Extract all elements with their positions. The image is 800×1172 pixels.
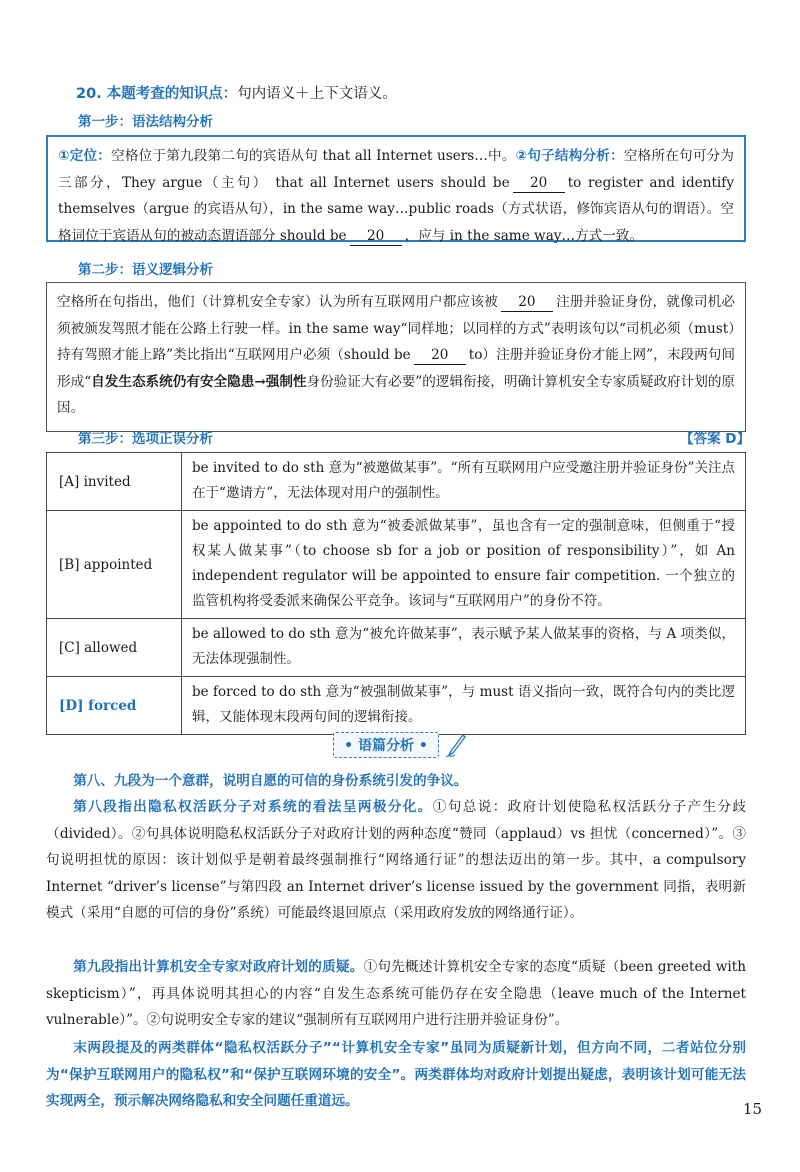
- step2-text-d: 身份验证大有必要”的逻辑衔接，明确计算机安全专家质疑政府计划的原因。: [57, 373, 736, 416]
- step1-locate-label: ①定位：: [58, 148, 112, 164]
- step1-blank-1: 20: [513, 174, 565, 193]
- option-row-c: [47, 619, 746, 677]
- step1-structure-label: ②句子结构分析：: [515, 148, 624, 164]
- question-title-text: 句内语义＋上下文语义。: [237, 86, 397, 102]
- step1-structure-text-c: ，应与 in the same way…方式一致。: [404, 227, 644, 244]
- answer-badge: 【答案 D】: [680, 431, 750, 447]
- step2-bold-1: 自发生态系统仍有安全隐患: [91, 373, 255, 390]
- step2-text-c: to）注册并验证身份才能上网”，末段两句间形成“: [57, 347, 735, 390]
- arrow-icon: →: [254, 373, 266, 390]
- analysis-p3-bold: 第九段指出计算机安全专家对政府计划的质疑。: [73, 959, 364, 975]
- step1-blank-2: 20: [350, 227, 402, 246]
- step2-blank-2: 20: [414, 346, 466, 365]
- analysis-heading-label: • 语篇分析 •: [333, 732, 439, 758]
- analysis-p4-text: 末两段提及的两类群体“隐私权活跃分子”“计算机安全专家”虽同为质疑新计划，但方向不同，二者站位分别为“保护互联网用户的隐私权”和“保护互联网环境的安全”。两类群体均对政府计划提出疑虑，表明该计划可能无法实现两全，预示解决网络隐私和安全问题任重道远。: [46, 1040, 746, 1109]
- question-title: [76, 82, 397, 103]
- step2-text-b: 注册并验证身份，就像司机必须被颁发驾照才能在公路上行驶一样。in the same way“同样地；以同样的方式”表明该句以“司机必须（must）持有驾照才能上路”类比指出“互联网用户必须（should be: [57, 294, 736, 363]
- step1-locate-text: 空格位于第九段第二句的宾语从句 that all Internet users…中。: [111, 148, 516, 164]
- option-row-a: [47, 453, 746, 511]
- question-title-label: 20. 本题考查的知识点：: [76, 86, 238, 102]
- step1-structure-text-b: to register and identify themselves（argue 的宾语从句），in the same way…public roads（方式状语，修饰宾语从句的谓语）。空格词位于宾语从句的被动态谓语部分 should be: [58, 174, 734, 244]
- step2-blank-1: 20: [501, 293, 553, 312]
- page-number: 15: [742, 1100, 762, 1118]
- analysis-p2-text: ①句总说：政府计划使隐私权活跃分子产生分歧（divided）。②句具体说明隐私权活跃分子对政府计划的两种态度“赞同（applaud）vs 担忧（concerned）”。③句说明担忧的原因：该计划似乎是朝着最终强制推行“网络通行证”的想法迈出的第一步。其中，a compulsory Internet “driver’s license”与第四段 an Internet driver’s license issued by the government 同指，表明新模式（采用“自愿的可信的身份”系统）可能最终退回原点（采用政府发放的网络通行证）。: [46, 799, 747, 921]
- option-text: be appointed to do sth 意为“被委派做某事”，虽也含有一定的强制意味，但侧重于“授权某人做某事”（to choose sb for a job or position of responsibility）”，如 An independent regulator will be appointed to ensure fair competition. 一个独立的监管机构将受委派来确保公平竞争。该词与“互联网用户”的身份不符。: [182, 511, 746, 619]
- analysis-p1: [46, 768, 746, 795]
- option-label: [C] allowed: [47, 619, 182, 677]
- step1-box: [46, 135, 746, 242]
- analysis-p1-text: 第八、九段为一个意群，说明自愿的可信的身份系统引发的争议。: [73, 773, 468, 789]
- option-row-d: [47, 677, 746, 735]
- option-row-b: [47, 511, 746, 619]
- analysis-p3-text: ①句先概述计算机安全专家的态度“质疑（been greeted with skepticism）”，再具体说明其担心的内容“自发生态系统可能仍存在安全隐患（leave much of the Internet vulnerable）”。②句说明安全专家的建议“强制所有互联网用户进行注册并验证身份”。: [46, 959, 746, 1028]
- option-text: be allowed to do sth 意为“被允许做某事”，表示赋予某人做某事的资格，与 A 项类似，无法体现强制性。: [182, 619, 746, 677]
- option-text: be forced to do sth 意为“被强制做某事”，与 must 语义指向一致，既符合句内的类比逻辑，又能体现末段两句间的逻辑衔接。: [182, 677, 746, 735]
- analysis-p2: [46, 794, 746, 927]
- step2-text-a: 空格所在句指出，他们（计算机安全专家）认为所有互联网用户都应该被: [57, 294, 498, 310]
- pen-nib-icon: [443, 733, 467, 759]
- analysis-p2-bold: 第八段指出隐私权活跃分子对系统的看法呈两极分化。: [73, 799, 433, 815]
- step1-heading: 第一步：语法结构分析: [78, 114, 213, 130]
- options-table: [46, 452, 746, 735]
- step1-structure-text-a: 空格所在句可分为三部分，They argue（主句） that all Internet users should be: [58, 148, 735, 191]
- step2-bold-2: 强制性: [265, 373, 307, 390]
- step3-heading: 第三步：选项正误分析: [78, 431, 213, 447]
- option-text: be invited to do sth 意为“被邀做某事”。“所有互联网用户应受邀注册并验证身份”关注点在于“邀请方”，无法体现对用户的强制性。: [182, 453, 746, 511]
- step2-heading: 第二步：语义逻辑分析: [78, 262, 213, 278]
- analysis-heading: [0, 732, 800, 759]
- analysis-p4: [46, 1035, 746, 1115]
- option-label: [B] appointed: [47, 511, 182, 619]
- step2-box: [46, 282, 746, 432]
- analysis-p3: [46, 954, 746, 1034]
- option-label: [A] invited: [47, 453, 182, 511]
- option-label: [D] forced: [47, 677, 182, 735]
